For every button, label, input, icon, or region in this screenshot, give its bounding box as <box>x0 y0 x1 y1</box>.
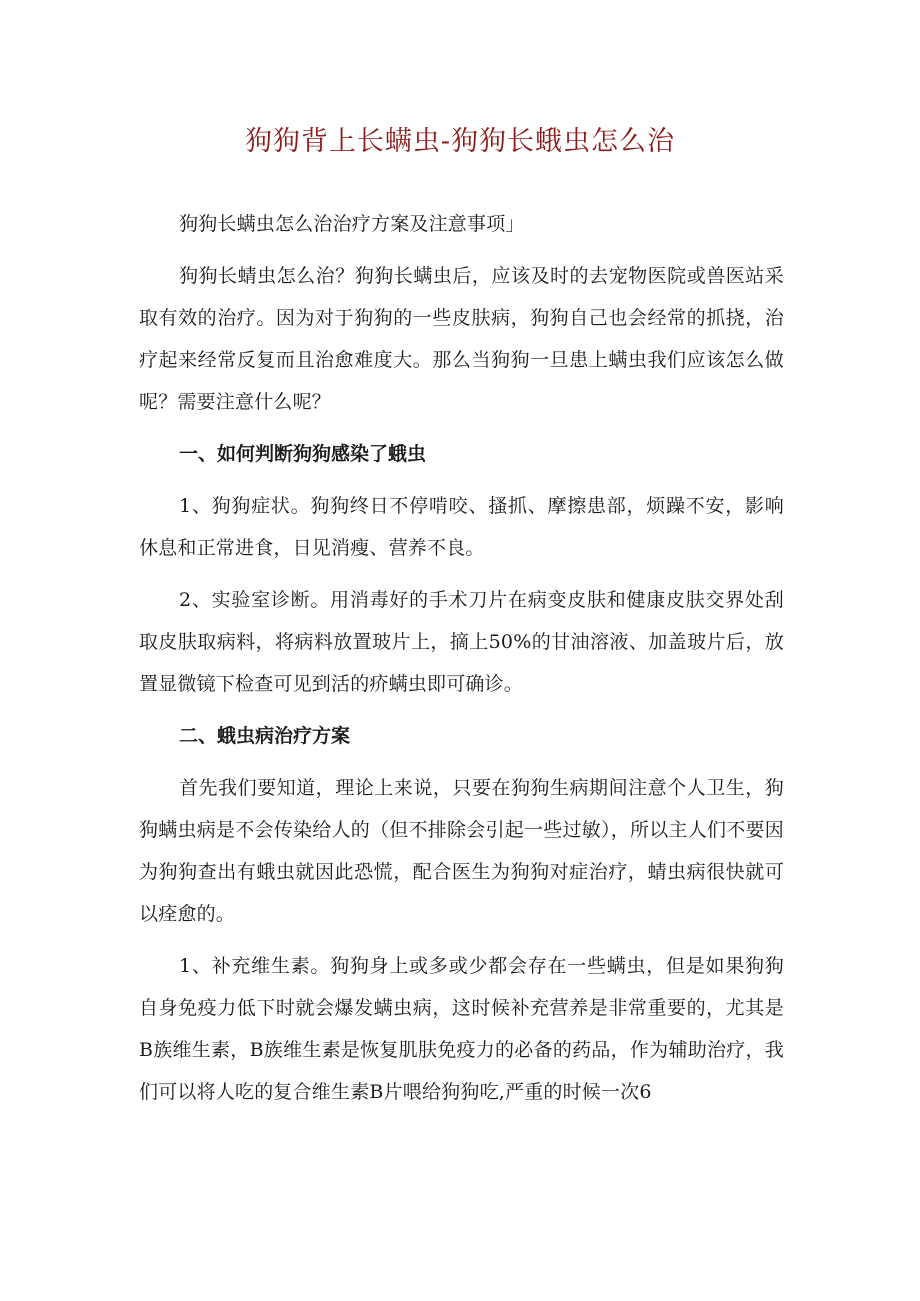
subtitle-paragraph: 狗狗长螨虫怎么治治疗方案及注意事项」 <box>179 213 525 235</box>
treatment-item-vitamins: 1、补充维生素。狗狗身上或多或少都会存在一些螨虫，但是如果狗狗自身免疫力低下时就会爆发螨虫病，这时候补充营养是非常重要的，尤其是B族维生素，B族维生素是恢复肌肤免疫力的必备的药品，作为辅助治疗，我们可以将人吃的复合维生素B片喂给狗狗吃,严重的时候一次6 <box>139 955 784 1103</box>
document-body <box>139 203 784 1113</box>
document-title: 狗狗背上长螨虫-狗狗长蛾虫怎么治 <box>244 126 676 157</box>
intro-paragraph: 狗狗长蜻虫怎么治？狗狗长螨虫后，应该及时的去宠物医院或兽医站采取有效的治疗。因为对于狗狗的一些皮肤病，狗狗自己也会经常的抓挠，治疗起来经常反复而且治愈难度大。那么当狗狗一旦患上螨虫我们应该怎么做呢？需要注意什么呢？ <box>139 265 784 413</box>
diagnosis-item-lab: 2、实验室诊断。用消毒好的手术刀片在病变皮肤和健康皮肤交界处刮取皮肤取病料，将病料放置玻片上，摘上50%的甘油溶液、加盖玻片后，放置显微镜下检查可见到活的疥螨虫即可确诊。 <box>139 589 784 695</box>
section-heading-treatment: 二、蛾虫病治疗方案 <box>179 725 351 747</box>
diagnosis-item-symptoms: 1、狗狗症状。狗狗终日不停啃咬、搔抓、摩擦患部，烦躁不安，影响休息和正常进食，日见消瘦、营养不良。 <box>139 495 784 559</box>
section-heading-diagnosis: 一、如何判断狗狗感染了蛾虫 <box>179 443 427 465</box>
treatment-intro-paragraph: 首先我们要知道，理论上来说，只要在狗狗生病期间注意个人卫生，狗狗螨虫病是不会传染给人的（但不排除会引起一些过敏），所以主人们不要因为狗狗查出有蛾虫就因此恐慌，配合医生为狗狗对症治疗，蜻虫病很快就可以痊愈的。 <box>139 777 784 925</box>
